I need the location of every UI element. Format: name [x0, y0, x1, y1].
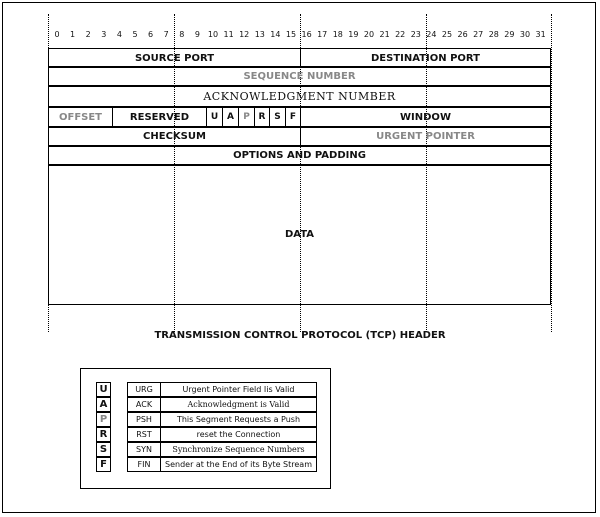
bit-number: 13 — [254, 30, 265, 39]
bit-number: 22 — [395, 30, 406, 39]
bit-number: 31 — [535, 30, 546, 39]
bit-number: 4 — [116, 30, 122, 39]
sequence-number-field: SEQUENCE NUMBER — [243, 71, 356, 82]
legend-flag-description: Sender at the End of its Byte Stream — [165, 460, 312, 469]
offset-field: OFFSET — [58, 111, 103, 123]
legend-flag-description: reset the Connection — [196, 430, 281, 439]
bit-number: 5 — [132, 30, 138, 39]
bit-number: 16 — [301, 30, 312, 39]
legend-entry — [127, 457, 317, 472]
bit-number: 1 — [70, 30, 76, 39]
bit-number: 3 — [101, 30, 107, 39]
legend-flag-description: This Segment Requests a Push — [176, 415, 301, 424]
data-field: DATA — [284, 229, 315, 240]
header-row-control — [48, 106, 551, 128]
bit-number: 20 — [363, 30, 375, 39]
flag-s: S — [269, 107, 285, 127]
bit-number: 24 — [426, 30, 437, 39]
bit-number: 30 — [519, 30, 531, 39]
bit-number: 0 — [54, 30, 60, 39]
bit-number: 7 — [163, 30, 169, 39]
data-block — [48, 164, 551, 305]
legend-flag-letter: S — [96, 442, 111, 457]
legend-flag-code: ACK — [128, 398, 161, 411]
bit-number: 11 — [223, 30, 234, 39]
bit-number: 26 — [457, 30, 468, 39]
header-row-sequence — [48, 66, 551, 87]
bit-number: 23 — [410, 30, 421, 39]
header-row-ports — [48, 48, 551, 68]
bit-number: 10 — [207, 30, 219, 39]
legend-flag-letter: A — [96, 397, 111, 412]
bit-number: 6 — [148, 30, 154, 39]
legend-flag-description: Urgent Pointer Field Iis Valid — [182, 385, 295, 394]
options-and-padding-field: OPTIONS AND PADDING — [233, 150, 366, 161]
flag-f: F — [285, 107, 300, 127]
legend-entry — [127, 427, 317, 442]
bit-number: 15 — [285, 30, 297, 39]
reserved-field: RESERVED — [112, 107, 206, 127]
legend-flag-letter: U — [96, 382, 111, 397]
legend-flag-code: RST — [128, 428, 161, 441]
header-row-options — [48, 145, 551, 166]
legend-entry — [127, 412, 317, 427]
legend-flag-letter: F — [96, 457, 111, 472]
urgent-pointer-field: URGENT POINTER — [300, 127, 550, 146]
legend-flag-code: PSH — [128, 413, 161, 426]
bit-number: 29 — [504, 30, 515, 39]
bit-number: 12 — [239, 30, 250, 39]
legend-flag-description: Acknowledgment is Valid — [187, 400, 290, 409]
window-field: WINDOW — [300, 107, 550, 127]
bit-number: 27 — [473, 30, 484, 39]
header-row-ack — [48, 85, 551, 108]
flag-a: A — [222, 107, 238, 127]
legend-entry — [127, 397, 317, 412]
legend-entry — [127, 442, 317, 457]
legend-flag-description: Synchronize Sequence Numbers — [172, 445, 305, 454]
flag-u: U — [206, 107, 222, 127]
bit-number: 28 — [488, 30, 499, 39]
source-port-field: SOURCE PORT — [134, 52, 215, 64]
byte-boundary-line — [551, 14, 552, 332]
bit-number: 18 — [332, 30, 343, 39]
flag-legend — [80, 368, 331, 489]
destination-port-field: DESTINATION PORT — [300, 49, 550, 67]
acknowledgment-number-field: ACKNOWLEDGMENT NUMBER — [203, 90, 396, 103]
legend-flag-code: SYN — [128, 443, 161, 456]
legend-flag-letter: P — [96, 412, 111, 427]
checksum-field: CHECKSUM — [143, 131, 206, 142]
bit-number: 14 — [270, 30, 281, 39]
diagram-caption: TRANSMISSION CONTROL PROTOCOL (TCP) HEADER — [154, 330, 446, 341]
legend-flag-code: FIN — [128, 458, 161, 471]
bit-number: 19 — [348, 30, 359, 39]
header-row-checksum — [48, 126, 551, 147]
flag-p: P — [238, 107, 254, 127]
bit-number: 8 — [179, 30, 185, 39]
flag-r: R — [254, 107, 269, 127]
bit-number: 2 — [85, 30, 91, 39]
bit-number: 21 — [379, 30, 390, 39]
legend-entry — [127, 382, 317, 397]
legend-flag-code: URG — [128, 383, 161, 396]
bit-number: 9 — [194, 30, 200, 39]
bit-number: 25 — [441, 30, 453, 39]
legend-flag-letter: R — [96, 427, 111, 442]
bit-number: 17 — [317, 30, 328, 39]
